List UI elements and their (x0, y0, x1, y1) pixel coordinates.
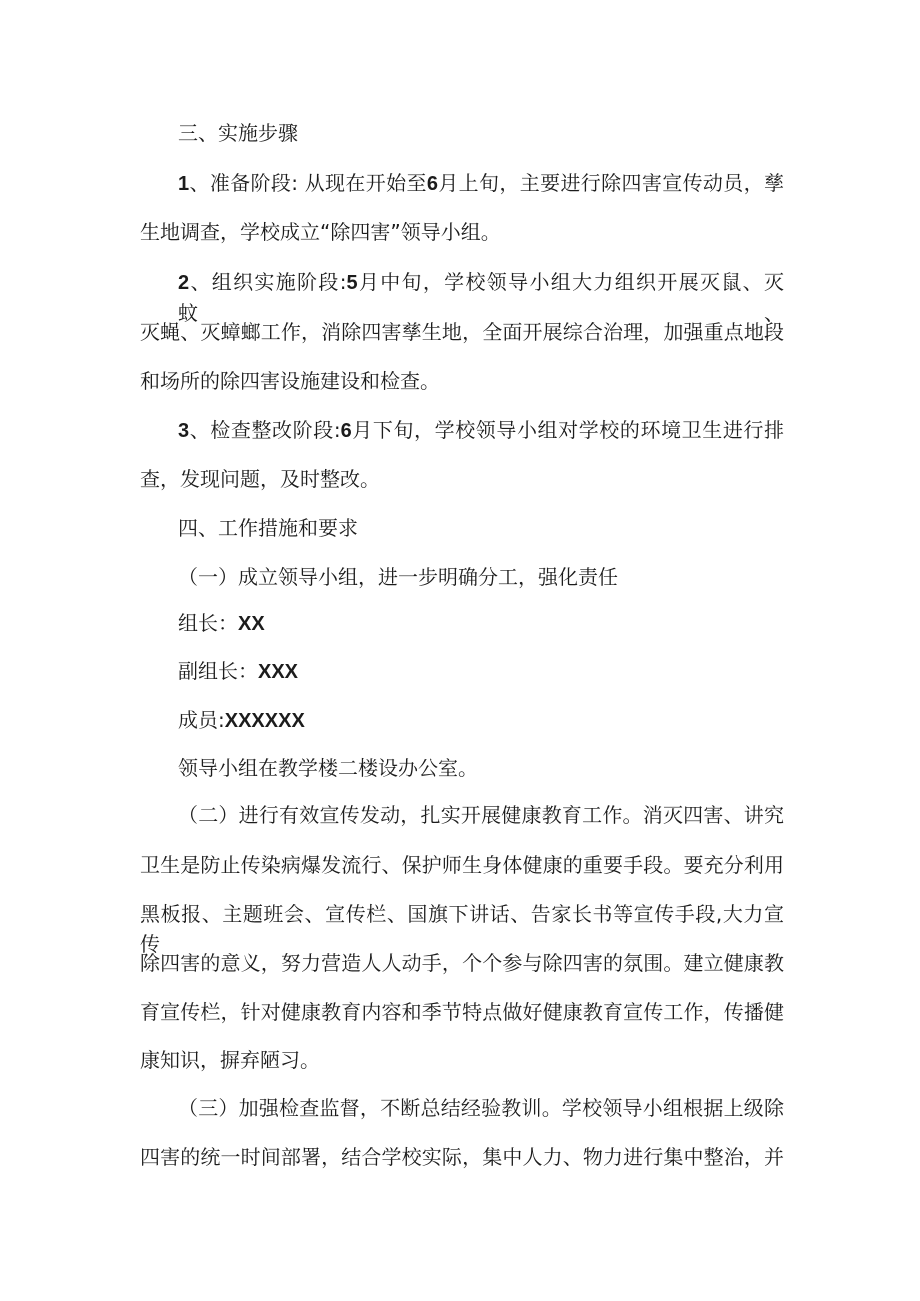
deputy-value: XXX (258, 661, 299, 683)
step2-month: 5 (346, 272, 358, 294)
leader-label: 组长： (178, 611, 238, 635)
step1-line2: 生地调查，学校成立“除四害”领导小组。 (140, 220, 501, 244)
members-row (178, 705, 305, 735)
steps-heading: 三、实施步骤 (178, 121, 298, 145)
sub2-line5: 育宣传栏，针对健康教育内容和季节特点做好健康教育宣传工作，传播健 (140, 1000, 784, 1024)
step1-number: 1 (178, 173, 190, 195)
deputy-row (178, 656, 298, 686)
step1-text-a: 、准备阶段: 从现在开始至 (189, 171, 427, 195)
leader-row (178, 608, 265, 638)
deputy-label: 副组长： (178, 659, 258, 683)
sub2-line2: 卫生是防止传染病爆发流行、保护师生身体健康的重要手段。要充分利用 (140, 853, 784, 877)
office-text: 领导小组在教学楼二楼设办公室。 (178, 756, 478, 780)
step3-text-b: 月下旬，学校领导小组对学校的环境卫生进行排 (351, 418, 784, 442)
step1-text-b: 月上旬，主要进行除四害宣传动员，孳 (437, 171, 784, 195)
step3-number: 3 (178, 420, 190, 442)
measures-heading: 四、工作措施和要求 (178, 516, 358, 540)
subsection1-heading: （一）成立领导小组，进一步明确分工，强化责任 (178, 565, 618, 589)
sub2-line4: 除四害的意义，努力营造人人动手，个个参与除四害的氛围。建立健康教 (140, 951, 784, 975)
step1-line1 (178, 168, 784, 198)
sub3-line1: （三）加强检查监督，不断总结经验教训。学校领导小组根据上级除 (178, 1096, 784, 1120)
step1-month: 6 (426, 173, 438, 195)
members-value: XXXXXX (224, 710, 305, 732)
step2-text-b: 月中旬，学校领导小组大力组织开展灭鼠、灭蚊、 (178, 270, 784, 325)
step3-month: 6 (340, 420, 352, 442)
step3-text-a: 、检查整改阶段: (189, 418, 341, 442)
step2-line2: 灭蝇、灭蟑螂工作，消除四害孳生地，全面开展综合治理，加强重点地段 (140, 320, 784, 344)
step2-text-a: 、组织实施阶段: (189, 270, 347, 294)
step2-line3: 和场所的除四害设施建设和检查。 (140, 369, 440, 393)
step2-line1 (178, 267, 784, 325)
sub2-line1: （二）进行有效宣传发动，扎实开展健康教育工作。消灭四害、讲究 (178, 803, 784, 827)
step3-line1 (178, 415, 784, 445)
step2-number: 2 (178, 272, 190, 294)
sub2-line3: 黑板报、主题班会、宣传栏、国旗下讲话、告家长书等宣传手段,大力宣传 (140, 902, 784, 956)
sub3-line2: 四害的统一时间部署，结合学校实际，集中人力、物力进行集中整治，并 (140, 1145, 784, 1169)
members-label: 成员: (178, 708, 225, 732)
sub2-line6: 康知识，摒弃陋习。 (140, 1048, 320, 1072)
step3-line2: 查，发现问题，及时整改。 (140, 467, 380, 491)
leader-value: XX (238, 613, 265, 635)
